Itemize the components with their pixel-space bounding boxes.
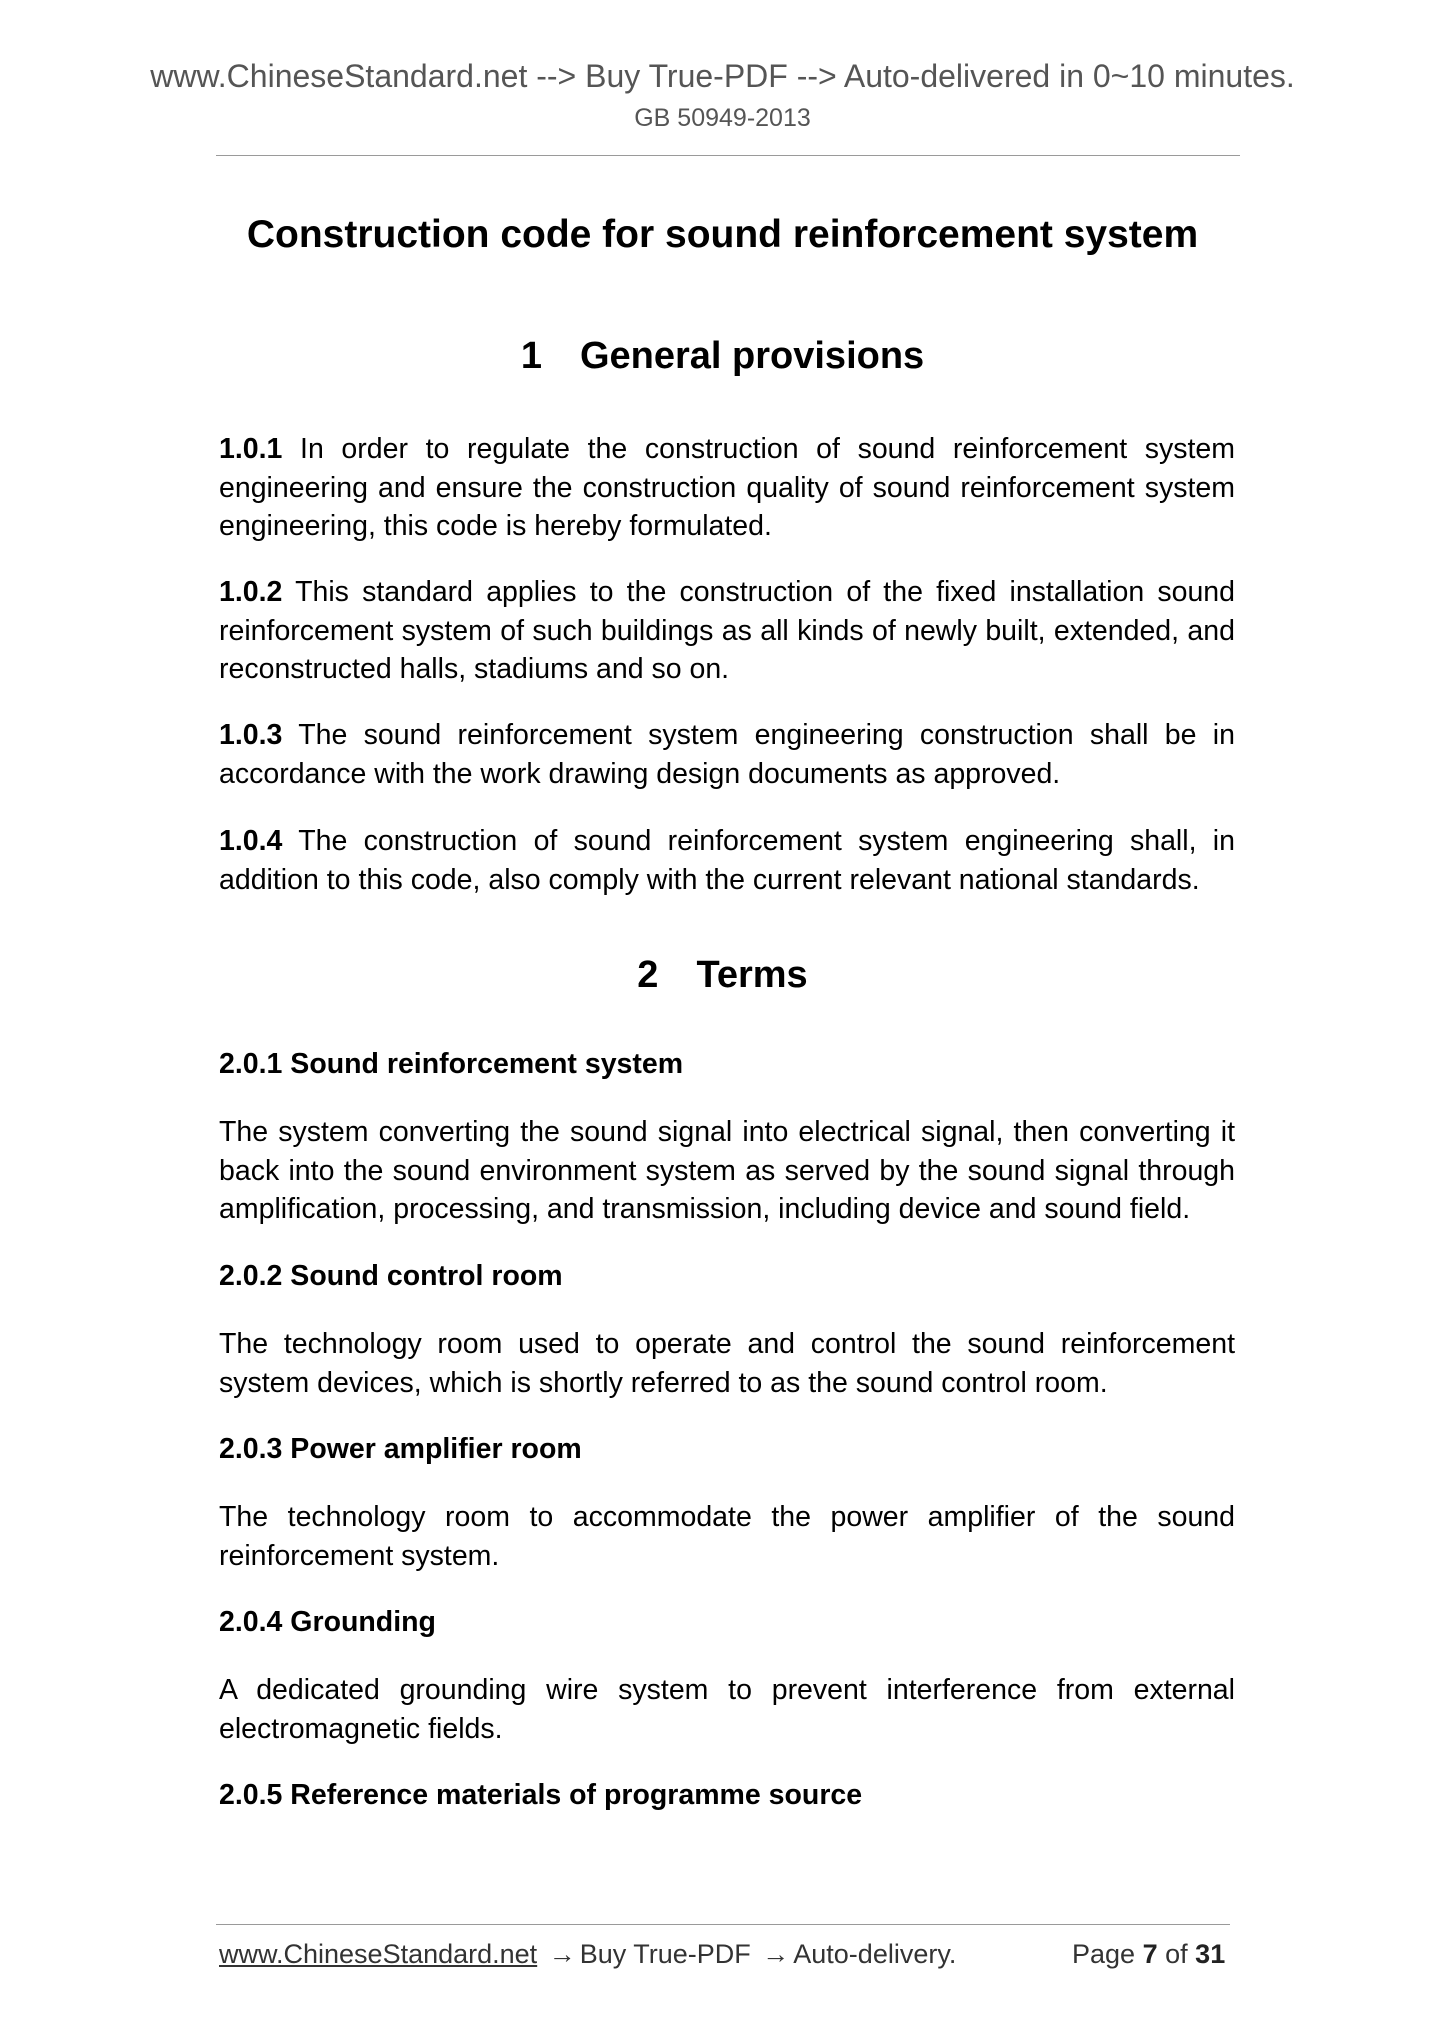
footer-delivery-text: Auto-delivery. bbox=[793, 1939, 957, 1969]
page-label: Page bbox=[1072, 1939, 1136, 1969]
page-of-label: of bbox=[1165, 1939, 1188, 1969]
header-banner: www.ChineseStandard.net --> Buy True-PDF --> Auto-delivered in 0~10 minutes. bbox=[150, 58, 1295, 94]
standard-number: GB 50949-2013 bbox=[634, 104, 811, 132]
header-divider bbox=[216, 155, 1240, 156]
footer-divider bbox=[216, 1924, 1230, 1925]
term-definition-2-0-2: The technology room used to operate and control the sound reinforcement system devices, which is shortly referred to as the sound control room. bbox=[219, 1328, 1235, 1399]
term-heading-2-0-5: 2.0.5 Reference materials of programme source bbox=[219, 1779, 863, 1811]
footer-site-link[interactable]: www.ChineseStandard.net bbox=[219, 1939, 538, 1969]
term-definition-2-0-4: A dedicated grounding wire system to prevent interference from external electromagnetic fields. bbox=[219, 1674, 1235, 1745]
clause-1-0-4 bbox=[219, 822, 1235, 899]
clause-text: The sound reinforcement system engineering construction shall be in accordance with the work drawing design documents as approved. bbox=[219, 719, 1235, 790]
section-title: Terms bbox=[696, 954, 808, 996]
term-heading-2-0-2: 2.0.2 Sound control room bbox=[219, 1260, 563, 1292]
term-heading-2-0-1: 2.0.1 Sound reinforcement system bbox=[219, 1048, 684, 1080]
total-pages: 31 bbox=[1195, 1939, 1226, 1969]
footer-promo bbox=[219, 1939, 956, 1970]
arrow-right-icon: → bbox=[762, 1939, 790, 1969]
arrow-right-icon: → bbox=[548, 1939, 576, 1969]
clause-text: In order to regulate the construction of sound reinforcement system engineering and ensure the construction quality of sound reinforcement system engineering, this code is hereby formulated. bbox=[219, 433, 1235, 542]
page-indicator bbox=[1072, 1939, 1225, 1970]
section-number: 1 bbox=[520, 335, 542, 377]
term-heading-2-0-3: 2.0.3 Power amplifier room bbox=[219, 1433, 582, 1465]
clause-1-0-3 bbox=[219, 716, 1235, 793]
term-heading-2-0-4: 2.0.4 Grounding bbox=[219, 1606, 436, 1638]
clause-1-0-1 bbox=[219, 430, 1235, 546]
current-page: 7 bbox=[1142, 1939, 1158, 1969]
footer-buy-text: Buy True-PDF bbox=[579, 1939, 751, 1969]
clause-id: 1.0.3 bbox=[219, 719, 283, 751]
clause-id: 1.0.4 bbox=[219, 825, 283, 857]
clause-1-0-2 bbox=[219, 573, 1235, 689]
term-definition-2-0-3: The technology room to accommodate the power amplifier of the sound reinforcement system. bbox=[219, 1501, 1235, 1572]
clause-id: 1.0.2 bbox=[219, 576, 283, 608]
section-title: General provisions bbox=[579, 335, 925, 377]
term-definition-2-0-1: The system converting the sound signal into electrical signal, then converting it back into the sound environment system as served by the sound signal through amplification, processing, and transmission, including device and sound field. bbox=[219, 1116, 1235, 1225]
clause-text: The construction of sound reinforcement system engineering shall, in addition to this code, also comply with the current relevant national standards. bbox=[219, 825, 1235, 896]
document-title: Construction code for sound reinforcement system bbox=[246, 213, 1199, 256]
section-heading-1 bbox=[0, 335, 1445, 378]
clause-text: This standard applies to the construction of the fixed installation sound reinforcement system of such buildings as all kinds of newly built, extended, and reconstructed halls, stadiums and so on. bbox=[219, 576, 1236, 685]
section-number: 2 bbox=[637, 954, 659, 996]
clause-id: 1.0.1 bbox=[219, 433, 283, 465]
section-heading-2 bbox=[0, 954, 1445, 997]
